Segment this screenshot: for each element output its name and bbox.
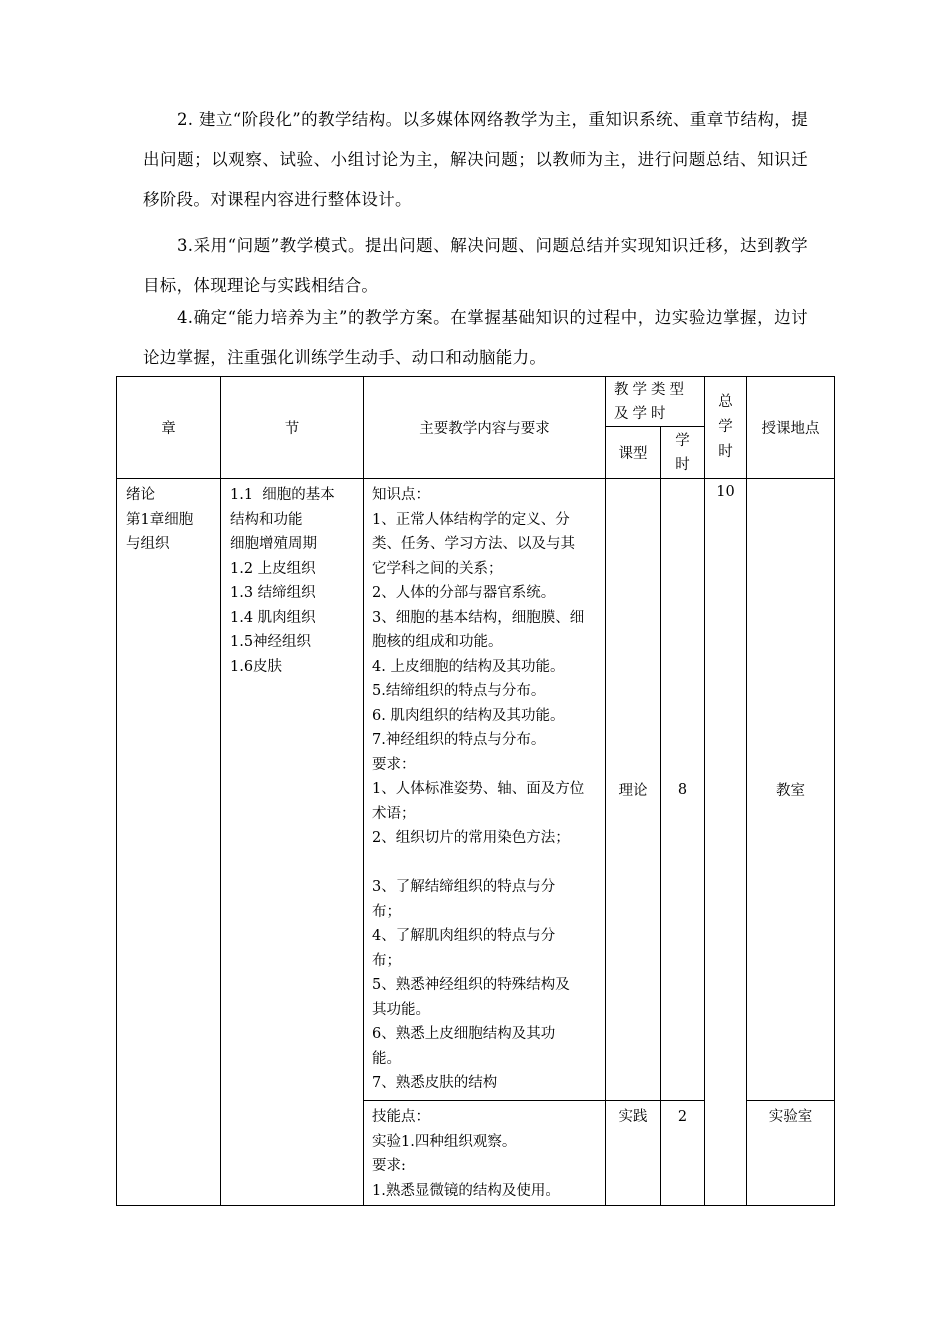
section-line: 1.3 结缔组织 <box>230 585 316 601</box>
cell-practice-location: 实验室 <box>747 1101 835 1206</box>
header-type: 课型 <box>606 427 661 479</box>
content-line: 6、熟悉上皮细胞结构及其功 <box>372 1026 556 1042</box>
content-line: 类、任务、学习方法、以及与其 <box>372 536 575 552</box>
header-row-1 <box>117 377 835 427</box>
content-line: 6. 肌肉组织的结构及其功能。 <box>372 707 565 724</box>
paragraph-structure: 2. 建立“阶段化”的教学结构。以多媒体网络教学为主，重知识系统、重章节结构，提出问题；以观察、试验、小组讨论为主，解决问题；以教师为主，进行问题总结、知识迁移阶段。对课程内容进行整体设计。 <box>143 110 808 209</box>
content-line: 2、组织切片的常用染色方法； <box>372 830 570 846</box>
content-line: 1.熟悉显微镜的结构及使用。 <box>372 1182 560 1199</box>
cell-theory-hours: 8 <box>661 479 705 1101</box>
section-line: 1.1 细胞的基本 <box>230 487 335 503</box>
content-line <box>372 851 599 876</box>
cell-theory-location: 教室 <box>747 479 835 1101</box>
cell-chapter <box>117 479 221 1206</box>
content-line: 要求： <box>372 756 416 773</box>
content-line: 7.神经组织的特点与分布。 <box>372 732 546 748</box>
syllabus-table <box>116 376 835 1206</box>
header-section: 节 <box>221 377 364 479</box>
content-line: 3、细胞的基本结构，细胞膜、细 <box>372 609 585 626</box>
content-line: 1、正常人体结构学的定义、分 <box>372 511 570 528</box>
content-line: 实验1.四种组织观察。 <box>372 1133 517 1150</box>
content-line: 胞核的组成和功能。 <box>372 634 503 650</box>
content-line: 5.结缔组织的特点与分布。 <box>372 683 546 699</box>
cell-practice-hours: 2 <box>661 1101 705 1206</box>
paragraph-problem-model: 3.采用“问题”教学模式。提出问题、解决问题、问题总结并实现知识迁移，达到教学目标，体现理论与实践相结合。 <box>143 236 808 295</box>
header-hours: 学时 <box>661 427 705 479</box>
content-line: 5、熟悉神经组织的特殊结构及 <box>372 977 570 993</box>
header-type-hours: 教学类型及学时 <box>606 377 705 427</box>
content-line: 要求: <box>372 1158 406 1174</box>
content-line: 术语； <box>372 805 416 822</box>
cell-sections <box>221 479 364 1206</box>
content-line: 它学科之间的关系； <box>372 560 503 577</box>
content-line: 能。 <box>372 1050 401 1067</box>
content-line: 布； <box>372 903 401 920</box>
cell-practice-type: 实践 <box>606 1101 661 1206</box>
content-line: 2、人体的分部与器官系统。 <box>372 585 556 601</box>
section-line: 1.4 肌肉组织 <box>230 609 316 626</box>
header-total-hours: 总学时 <box>705 377 747 479</box>
section-line: 1.6皮肤 <box>230 658 283 675</box>
cell-theory-type: 理论 <box>606 479 661 1101</box>
section-line: 细胞增殖周期 <box>230 536 317 552</box>
content-line: 1、人体标准姿势、轴、面及方位 <box>372 781 585 797</box>
header-content: 主要教学内容与要求 <box>364 377 606 479</box>
chapter-line: 绪论 <box>126 487 155 503</box>
chapter-line: 与组织 <box>126 536 170 552</box>
content-line: 知识点： <box>372 487 430 503</box>
cell-theory-content <box>364 479 606 1101</box>
content-line: 布； <box>372 952 401 969</box>
content-line: 4. 上皮细胞的结构及其功能。 <box>372 658 565 675</box>
section-line: 结构和功能 <box>230 511 303 528</box>
cell-total-hours: 10 <box>705 479 747 1206</box>
content-line: 其功能。 <box>372 1001 430 1018</box>
content-line: 7、熟悉皮肤的结构 <box>372 1075 498 1091</box>
paragraph-ability-plan: 4.确定“能力培养为主”的教学方案。在掌握基础知识的过程中，边实验边掌握，边讨论边掌握，注重强化训练学生动手、动口和动脑能力。 <box>143 308 808 367</box>
content-line: 3、了解结缔组织的特点与分 <box>372 879 556 895</box>
cell-practice-content <box>364 1101 606 1206</box>
chapter-line: 第1章细胞 <box>126 511 194 528</box>
content-line: 技能点： <box>372 1109 430 1125</box>
header-location: 授课地点 <box>747 377 835 479</box>
section-line: 1.2 上皮组织 <box>230 560 316 577</box>
header-chapter: 章 <box>117 377 221 479</box>
content-line: 4、了解肌肉组织的特点与分 <box>372 928 556 944</box>
row-theory <box>117 479 835 1101</box>
section-line: 1.5神经组织 <box>230 634 312 650</box>
